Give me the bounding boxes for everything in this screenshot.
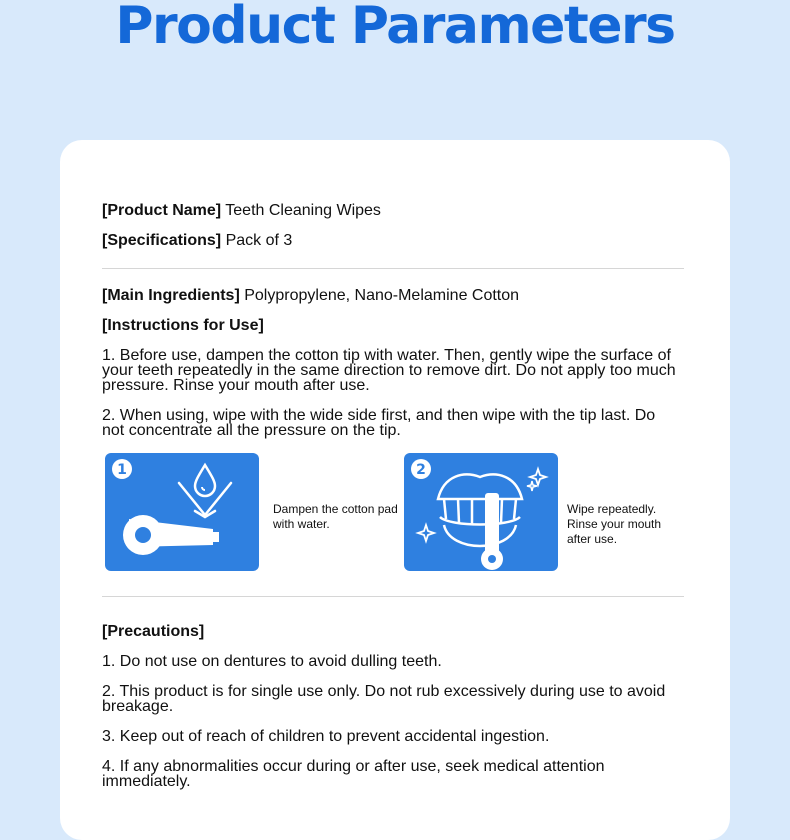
precaution-item: 3. Keep out of reach of children to prevent accidental ingestion. — [102, 728, 550, 745]
specifications-value: Pack of 3 — [225, 232, 293, 249]
step-2-caption: Wipe repeatedly. Rinse your mouth after use. — [567, 502, 662, 546]
instructions-heading: [Instructions for Use] — [102, 317, 264, 334]
product-name-row — [102, 202, 381, 220]
precaution-item: 2. This product is for single use only. Do not rub excessively during use to avoid breakage. — [102, 683, 666, 715]
step-2-number: 2 — [416, 462, 426, 478]
teeth-wipe-icon — [404, 453, 558, 571]
step-1-caption: Dampen the cotton pad with water. — [273, 502, 398, 531]
step-2-illustration — [404, 453, 558, 571]
product-name-value: Teeth Cleaning Wipes — [225, 202, 381, 219]
instruction-item: 2. When using, wipe with the wide side first, and then wipe with the tip last. Do not concentrate all the pressure on the tip. — [102, 407, 656, 439]
water-drop-wipe-icon — [105, 453, 259, 571]
step-1-number: 1 — [117, 462, 127, 478]
precaution-item: 1. Do not use on dentures to avoid dulling teeth. — [102, 653, 442, 670]
specifications-tag: [Specifications] — [102, 232, 222, 249]
divider — [102, 268, 684, 269]
step-1-illustration — [105, 453, 259, 571]
precautions-heading: [Precautions] — [102, 623, 205, 640]
ingredients-row — [102, 287, 519, 305]
ingredients-tag: [Main Ingredients] — [102, 287, 240, 304]
precaution-item: 4. If any abnormalities occur during or after use, seek medical attention immediately. — [102, 758, 605, 790]
ingredients-value: Polypropylene, Nano-Melamine Cotton — [244, 287, 520, 304]
parameters-card — [60, 140, 730, 840]
product-name-tag: [Product Name] — [102, 202, 222, 219]
page-title: Product Parameters — [115, 0, 675, 56]
instruction-item: 1. Before use, dampen the cotton tip with water. Then, gently wipe the surface of your teeth repeatedly in the same direction to remove dirt. Do not apply too much pressure. Rinse your mouth after use. — [102, 347, 676, 394]
specifications-row — [102, 232, 292, 250]
divider — [102, 596, 684, 597]
